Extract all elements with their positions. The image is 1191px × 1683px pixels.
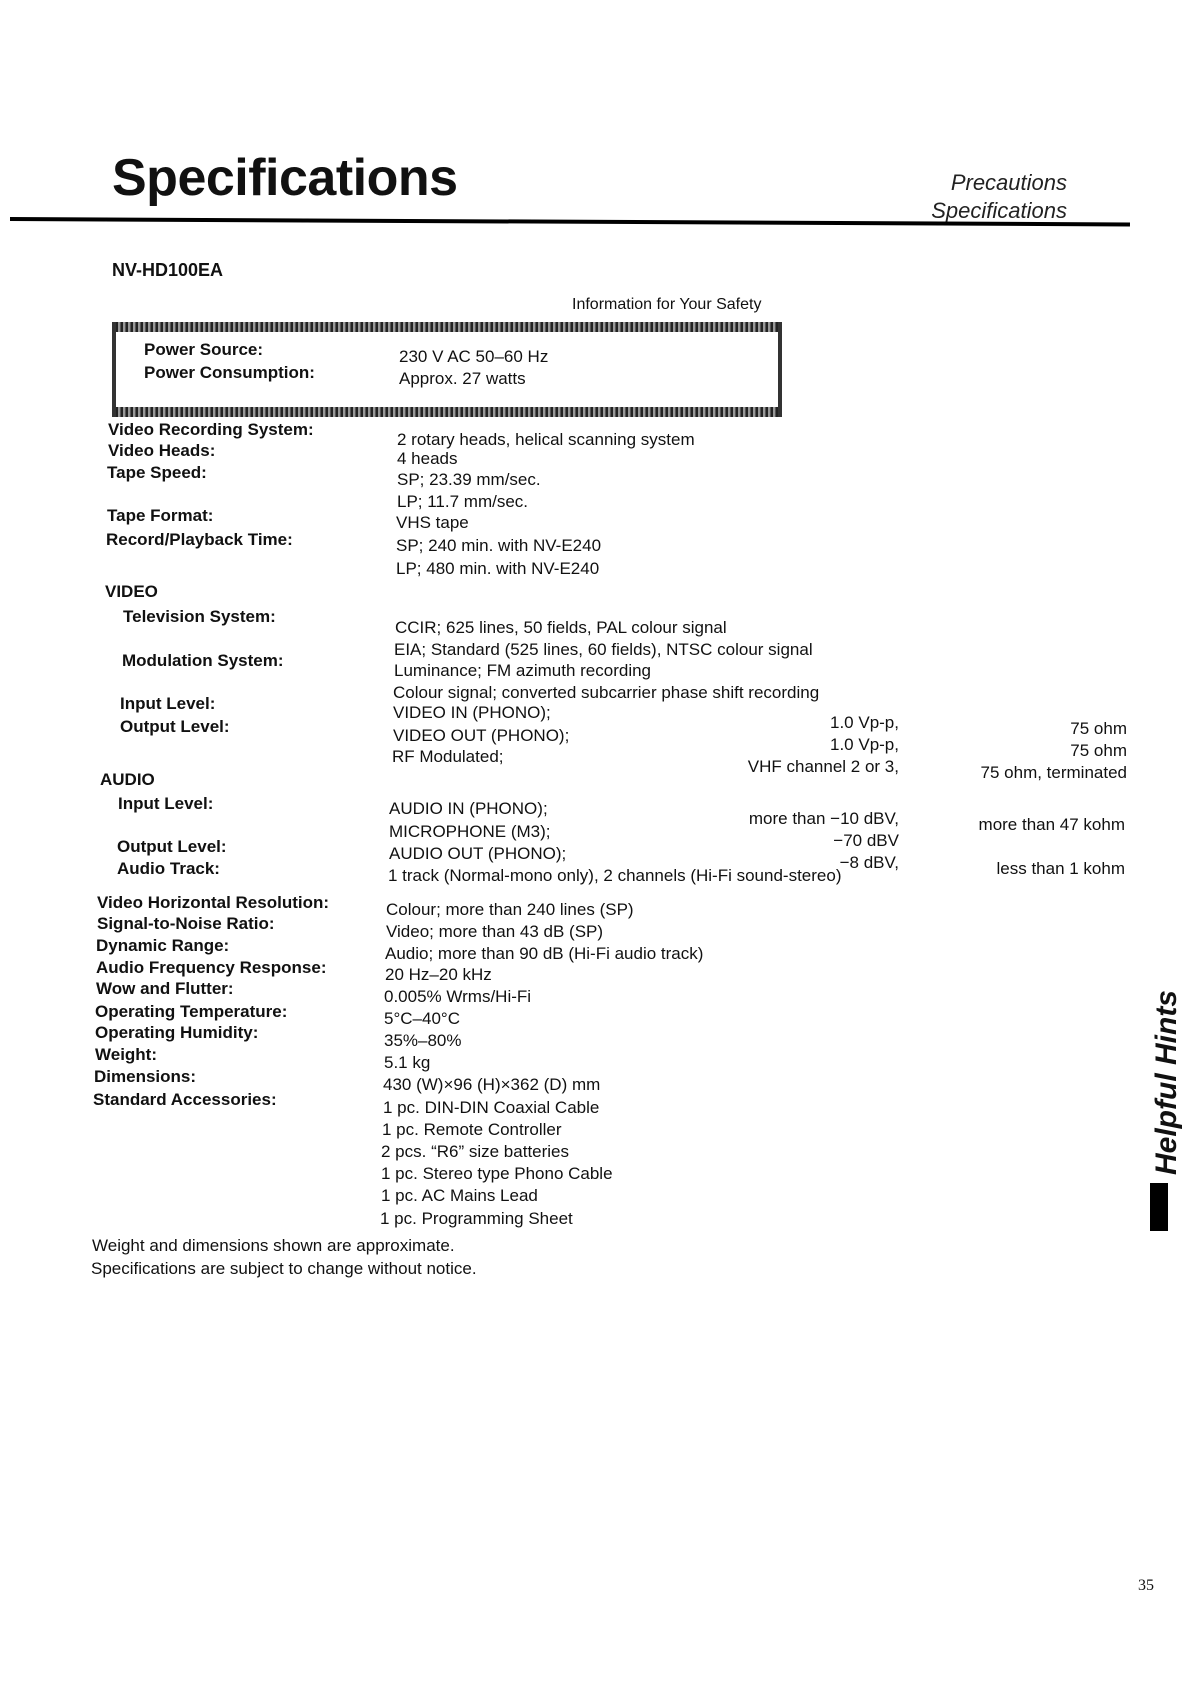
level-value: 1.0 Vp-p, (830, 713, 899, 732)
spec-value: 2 pcs. “R6” size batteries (381, 1142, 570, 1161)
impedance-value: 75 ohm (1070, 741, 1127, 760)
model-number: NV-HD100EA (112, 260, 224, 280)
spec-label: Wow and Flutter: (96, 979, 234, 998)
spec-label: Operating Humidity: (95, 1023, 259, 1042)
spec-value: Audio; more than 90 dB (Hi-Fi audio track) (385, 944, 704, 963)
spec-value: EIA; Standard (525 lines, 60 fields), NTSC colour signal (394, 640, 813, 659)
impedance-value: 75 ohm (1070, 719, 1127, 738)
footnote: Specifications are subject to change without notice. (91, 1259, 477, 1278)
spec-value: LP; 11.7 mm/sec. (397, 492, 529, 511)
page-number: 35 (1138, 1577, 1154, 1594)
power-consumption-value: Approx. 27 watts (399, 369, 526, 388)
spec-value: RF Modulated; (392, 747, 504, 766)
spec-label: Video Heads: (108, 441, 216, 460)
side-tab-helpful-hints[interactable]: Helpful Hints (1150, 990, 1183, 1175)
spec-value: 2 rotary heads, helical scanning system (397, 430, 695, 449)
spec-label: Dynamic Range: (96, 936, 230, 955)
spec-label: Tape Format: (107, 506, 214, 525)
level-value: −70 dBV (833, 831, 899, 850)
spec-label: Standard Accessories: (93, 1090, 277, 1109)
spec-value: 1 pc. DIN-DIN Coaxial Cable (383, 1098, 600, 1117)
spec-value: Colour signal; converted subcarrier phase shift recording (393, 683, 820, 702)
level-value: 1.0 Vp-p, (830, 735, 899, 754)
page-title: Specifications (112, 149, 458, 207)
spec-value: 4 heads (397, 449, 458, 468)
level-value: VHF channel 2 or 3, (747, 757, 899, 776)
spec-label: Video Horizontal Resolution: (97, 893, 330, 912)
spec-label: Operating Temperature: (95, 1002, 288, 1021)
spec-value: CCIR; 625 lines, 50 fields, PAL colour signal (395, 618, 727, 637)
spec-value: LP; 480 min. with NV-E240 (396, 559, 600, 578)
spec-label: Modulation System: (122, 651, 284, 670)
spec-label: Tape Speed: (107, 463, 207, 482)
spec-value: 1 pc. Stereo type Phono Cable (381, 1164, 613, 1183)
safety-note: Information for Your Safety (572, 296, 762, 313)
spec-value: VIDEO IN (PHONO); (393, 703, 551, 722)
section-heading-audio: AUDIO (100, 770, 155, 789)
nav-precautions[interactable]: Precautions (950, 170, 1067, 195)
spec-value: AUDIO OUT (PHONO); (389, 844, 567, 863)
spec-label: Signal-to-Noise Ratio: (97, 914, 275, 933)
spec-value: SP; 240 min. with NV-E240 (396, 536, 602, 555)
nav-specifications[interactable]: Specifications (931, 198, 1067, 223)
spec-value: Colour; more than 240 lines (SP) (386, 900, 634, 919)
spec-label: Input Level: (118, 794, 214, 813)
spec-value: 20 Hz–20 kHz (385, 965, 492, 984)
spec-value: AUDIO IN (PHONO); (389, 799, 548, 818)
spec-value: 5°C–40°C (384, 1009, 460, 1028)
power-source-label: Power Source: (144, 340, 264, 359)
power-consumption-label: Power Consumption: (144, 363, 315, 382)
spec-value: VIDEO OUT (PHONO); (393, 726, 570, 745)
spec-value: Video; more than 43 dB (SP) (386, 922, 604, 941)
section-heading-video: VIDEO (105, 582, 158, 601)
spec-value: VHS tape (396, 513, 469, 532)
level-value: −8 dBV, (839, 853, 899, 872)
spec-value: MICROPHONE (M3); (389, 822, 551, 841)
spec-value: 430 (W)×96 (H)×362 (D) mm (383, 1075, 601, 1094)
spec-value: SP; 23.39 mm/sec. (397, 470, 541, 489)
spec-label: Television System: (123, 607, 276, 626)
impedance-value: more than 47 kohm (978, 815, 1125, 834)
impedance-value: less than 1 kohm (996, 859, 1125, 878)
box-band-top (116, 322, 778, 332)
spec-label: Dimensions: (94, 1067, 197, 1086)
spec-label: Audio Track: (117, 859, 220, 878)
spec-value: 1 pc. Programming Sheet (380, 1209, 573, 1228)
box-band-bottom (116, 407, 778, 417)
side-tab-marker (1150, 1183, 1168, 1231)
spec-value: 1 track (Normal-mono only), 2 channels (Hi-Fi sound-stereo) (388, 866, 842, 885)
footnote: Weight and dimensions shown are approximate. (92, 1236, 455, 1255)
spec-value: 1 pc. AC Mains Lead (381, 1186, 538, 1205)
spec-label: Output Level: (120, 717, 230, 736)
level-value: more than −10 dBV, (748, 809, 899, 828)
power-source-value: 230 V AC 50–60 Hz (399, 347, 549, 366)
spec-value: 5.1 kg (384, 1053, 431, 1072)
spec-label: Input Level: (120, 694, 216, 713)
spec-label: Record/Playback Time: (106, 530, 293, 549)
spec-value: Luminance; FM azimuth recording (394, 661, 652, 680)
impedance-value: 75 ohm, terminated (980, 763, 1127, 782)
spec-value: 1 pc. Remote Controller (382, 1120, 562, 1139)
spec-value: 0.005% Wrms/Hi-Fi (384, 987, 532, 1006)
spec-label: Audio Frequency Response: (96, 958, 327, 977)
spec-value: 35%–80% (384, 1031, 462, 1050)
spec-label: Output Level: (117, 837, 227, 856)
spec-label: Weight: (95, 1045, 158, 1064)
spec-label: Video Recording System: (108, 420, 314, 439)
